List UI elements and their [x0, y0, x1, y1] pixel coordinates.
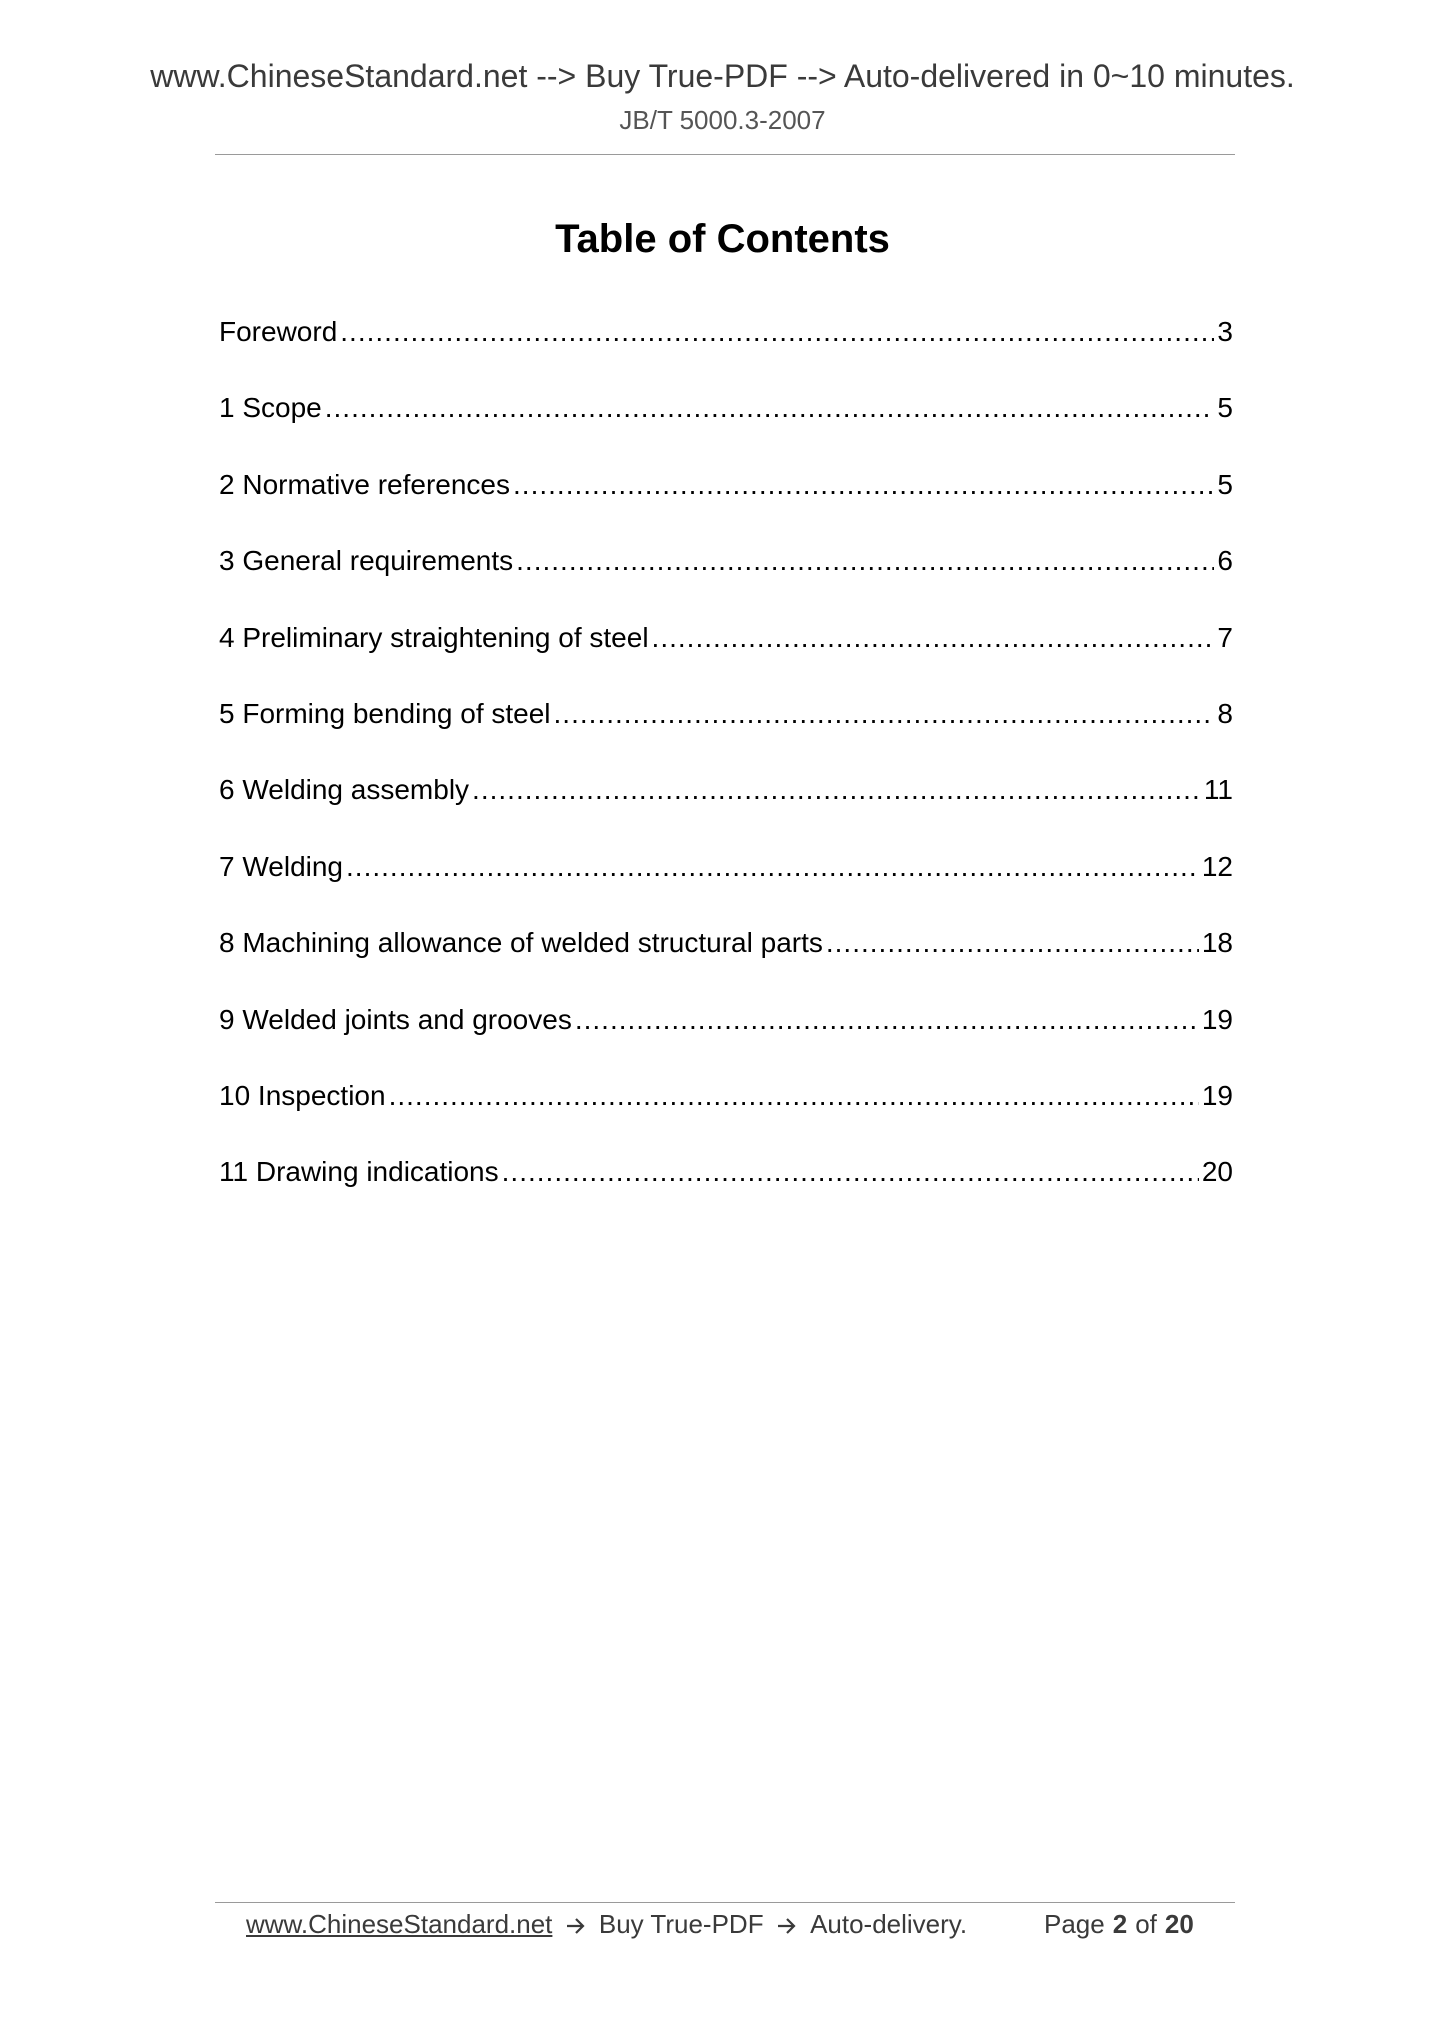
header-divider: [215, 154, 1235, 155]
toc-leader-dots: [554, 694, 1215, 734]
page-counter: [1044, 1904, 1202, 1944]
toc-entry-page: 8: [1217, 697, 1233, 729]
toc-entry-page: 3: [1217, 316, 1233, 347]
footer-site-link[interactable]: www.ChineseStandard.net: [246, 1909, 553, 1939]
toc-entry-page: 19: [1201, 1079, 1233, 1111]
page-current: 2: [1112, 1909, 1128, 1939]
toc-entry-page: 12: [1201, 850, 1233, 882]
footer-promo: [246, 1904, 967, 1944]
right-arrow-icon: [566, 1909, 593, 1939]
toc-leader-dots: [826, 923, 1199, 963]
toc-entry-page: 19: [1201, 1003, 1233, 1035]
toc-leader-dots: [502, 1152, 1199, 1192]
toc-list: [219, 312, 1233, 1229]
toc-entry-label: 1 Scope: [219, 392, 322, 424]
toc-leader-dots: [389, 1076, 1199, 1116]
toc-entry-page: 5: [1217, 392, 1233, 424]
toc-entry-label: 9 Welded joints and grooves: [219, 1003, 572, 1035]
toc-entry[interactable]: [219, 847, 1233, 923]
toc-entry[interactable]: [219, 312, 1233, 388]
toc-entry-page: 18: [1201, 927, 1233, 959]
toc-entry-page: 5: [1217, 468, 1233, 500]
footer-delivery-text: Auto-delivery.: [810, 1909, 968, 1939]
page-title: Table of Contents: [555, 217, 890, 261]
toc-entry[interactable]: [219, 541, 1233, 617]
footer-buy-text: Buy True-PDF: [598, 1909, 764, 1939]
toc-entry-label: 3 General requirements: [219, 545, 514, 577]
toc-entry-page: 6: [1217, 545, 1233, 577]
toc-entry-label: Foreword: [219, 316, 338, 347]
right-arrow-icon: [777, 1909, 804, 1939]
toc-entry-page: 7: [1217, 621, 1233, 653]
page-word: Page: [1044, 1909, 1105, 1939]
toc-entry[interactable]: [219, 1152, 1233, 1228]
toc-leader-dots: [346, 847, 1199, 887]
toc-leader-dots: [472, 770, 1201, 810]
toc-entry-page: 20: [1201, 1156, 1233, 1188]
toc-entry-label: 4 Preliminary straightening of steel: [219, 621, 649, 653]
toc-entry-label: 10 Inspection: [219, 1079, 386, 1111]
toc-entry-page: 11: [1203, 774, 1233, 806]
toc-entry-label: 6 Welding assembly: [219, 774, 470, 806]
page-total: 20: [1164, 1909, 1194, 1939]
toc-entry[interactable]: [219, 388, 1233, 464]
toc-leader-dots: [652, 618, 1215, 658]
toc-leader-dots: [513, 465, 1214, 505]
footer-divider: [215, 1902, 1235, 1903]
toc-entry-label: 11 Drawing indications: [219, 1156, 499, 1188]
toc-entry[interactable]: [219, 465, 1233, 541]
standard-code: JB/T 5000.3-2007: [619, 105, 826, 135]
toc-entry[interactable]: [219, 923, 1233, 999]
toc-entry-label: 5 Forming bending of steel: [219, 697, 551, 729]
toc-leader-dots: [575, 1000, 1199, 1040]
header-banner: www.ChineseStandard.net --> Buy True-PDF --> Auto-delivered in 0~10 minutes.: [150, 58, 1295, 94]
toc-entry[interactable]: [219, 1000, 1233, 1076]
toc-entry-label: 2 Normative references: [219, 468, 511, 500]
toc-entry[interactable]: [219, 618, 1233, 694]
toc-entry-label: 7 Welding: [219, 850, 344, 882]
toc-entry[interactable]: [219, 1076, 1233, 1152]
toc-leader-dots: [340, 312, 1214, 352]
toc-leader-dots: [325, 388, 1215, 428]
toc-entry[interactable]: [219, 770, 1233, 846]
toc-entry-label: 8 Machining allowance of welded structural parts: [219, 927, 823, 959]
of-word: of: [1135, 1909, 1157, 1939]
toc-entry[interactable]: [219, 694, 1233, 770]
toc-leader-dots: [516, 541, 1214, 581]
